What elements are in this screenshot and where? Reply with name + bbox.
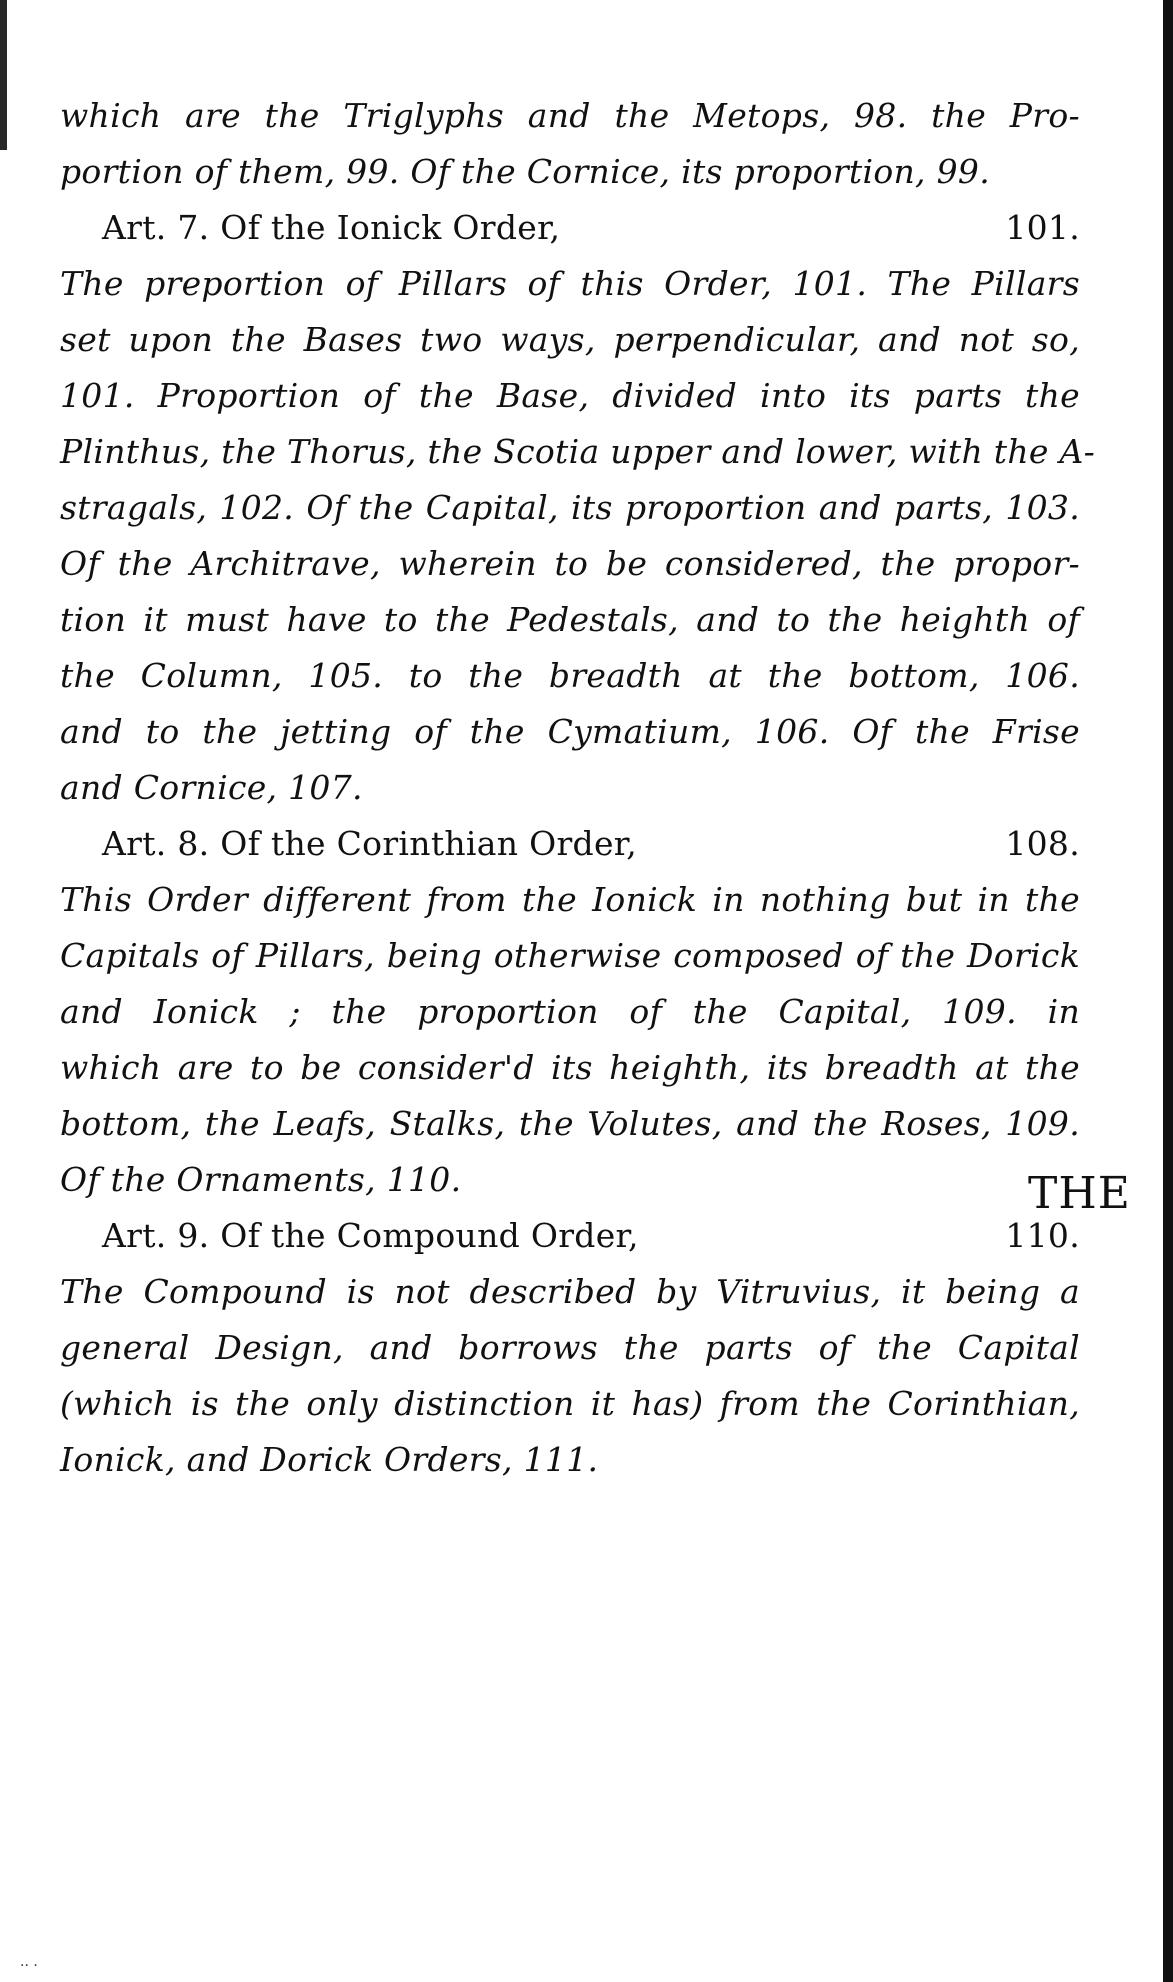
text-line: bottom, the Leafs, Stalks, the Volutes, and the Roses, 109.	[60, 1104, 1080, 1143]
text-line: which are to be consider'd its heighth, its breadth at the	[60, 1048, 1080, 1087]
article-heading	[60, 1208, 1080, 1264]
page-edge-right	[1163, 0, 1173, 1982]
text-line: stragals, 102. Of the Capital, its proportion and parts, 103.	[60, 488, 1080, 527]
text-line: tion it must have to the Pedestals, and to the heighth of	[60, 600, 1080, 639]
text-line: the Column, 105. to the breadth at the bottom, 106.	[60, 656, 1080, 695]
article-title: Art. 7. Of the Ionick Order,	[102, 208, 561, 247]
article-heading	[60, 816, 1080, 872]
page-reference: 110.	[1005, 1216, 1080, 1255]
index-text-block	[60, 88, 1131, 1488]
page-reference: 101.	[1005, 208, 1080, 247]
text-line: Ionick, and Dorick Orders, 111.	[60, 1440, 599, 1479]
text-line: Of the Ornaments, 110.	[60, 1160, 462, 1199]
article-heading	[60, 200, 1080, 256]
text-line: Capitals of Pillars, being otherwise composed of the Dorick	[60, 936, 1080, 975]
page-edge-left	[0, 0, 7, 150]
print-specks: ·· ·	[20, 1958, 38, 1974]
catchword: THE	[1028, 1168, 1131, 1219]
text-line: portion of them, 99. Of the Cornice, its proportion, 99.	[60, 152, 991, 191]
text-line: which are the Triglyphs and the Metops, 98. the Pro-	[60, 96, 1080, 135]
article-title: Art. 8. Of the Corinthian Order,	[102, 824, 638, 863]
page-reference: 108.	[1005, 824, 1080, 863]
text-line: and Ionick ; the proportion of the Capital, 109. in	[60, 992, 1080, 1031]
text-line: (which is the only distinction it has) from the Corinthian,	[60, 1384, 1080, 1423]
text-line: and to the jetting of the Cymatium, 106. Of the Frise	[60, 712, 1080, 751]
text-line: The preportion of Pillars of this Order, 101. The Pillars	[60, 264, 1080, 303]
text-line: set upon the Bases two ways, perpendicular, and not so,	[60, 320, 1080, 359]
text-line: Plinthus, the Thorus, the Scotia upper and lower, with the A-	[60, 432, 1096, 471]
text-line: 101. Proportion of the Base, divided into its parts the	[60, 376, 1080, 415]
text-line: This Order different from the Ionick in nothing but in the	[60, 880, 1080, 919]
page-edge-gap	[1159, 0, 1163, 1982]
text-line: general Design, and borrows the parts of the Capital	[60, 1328, 1080, 1367]
text-line: The Compound is not described by Vitruvius, it being a	[60, 1272, 1080, 1311]
article-title: Art. 9. Of the Compound Order,	[102, 1216, 639, 1255]
text-line: and Cornice, 107.	[60, 768, 363, 807]
text-line: Of the Architrave, wherein to be considered, the propor-	[60, 544, 1080, 583]
